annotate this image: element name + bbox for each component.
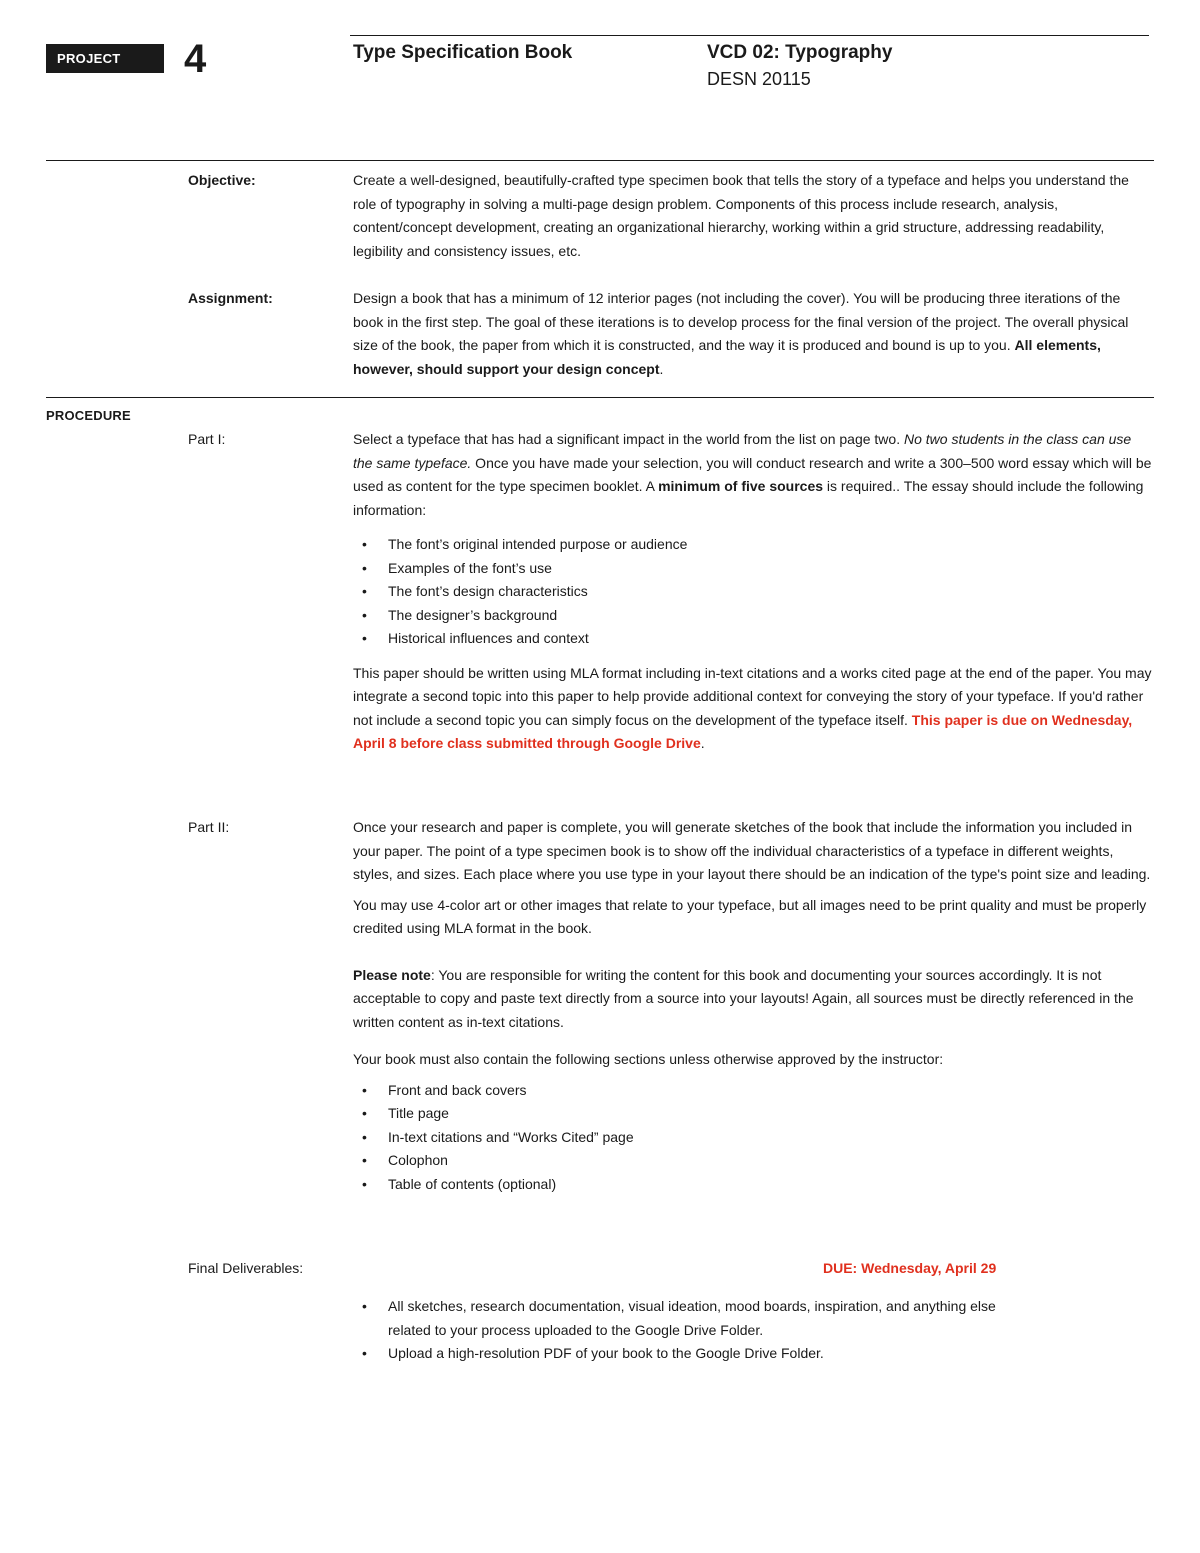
procedure-heading: PROCEDURE [46,408,131,423]
list-item: • Front and back covers [353,1079,1153,1103]
paper-due-notice: This paper is due on Wednesday, April 8 before class submitted through Google Drive [353,711,1133,751]
part2-sections-list [353,1079,1153,1197]
objective-label: Objective: [188,172,256,188]
list-item: • In-text citations and “Works Cited” page [353,1126,1153,1150]
part2-para2: You may use 4-color art or other images that relate to your typeface, but all images need to be print quality and must be properly credited using MLA format in the book. [353,896,1147,936]
assignment-label: Assignment: [188,290,273,306]
part1-label: Part I: [188,431,226,447]
objective-text: Create a well-designed, beautifully-crafted type specimen book that tells the story of a typeface and helps you understand the role of typography in solving a multi-page design problem. Components of this process include research, analysis, content/concept development, creating an organizational hierarchy, working within a grid structure, addressing readability, legibility and consistency issues, etc. [353,172,1129,259]
final-due-date: DUE: Wednesday, April 29 [823,1260,997,1276]
course-code: DESN 20115 [707,69,811,89]
list-item: • Title page [353,1102,1153,1126]
part2-para1: Once your research and paper is complete, you will generate sketches of the book that include the information you included in your paper. The point of a type specimen book is to show off the individual characteristics of a typeface in different weights, styles, and sizes. Each place where you use type in your layout there should be an indication of the type's point size and leading. [353,819,1151,882]
final-deliverables-label: Final Deliverables: [188,1260,304,1276]
part2-note: Please note: You are responsible for writing the content for this book and documenting your sources accordingly. It is not acceptable to copy and paste text directly from a source into your layouts! Again, all sources must be directly referenced in the written content as in-text citations. [353,966,1134,1030]
divider-top [46,160,1154,161]
header-rule [350,35,1149,36]
project-title: Type Specification Book [353,42,573,63]
project-number: 4 [184,37,207,81]
list-item: • Historical influences and context [353,627,1153,651]
list-item: • The font’s original intended purpose or audience [353,533,1153,557]
part1-content [353,428,1153,756]
list-item: • All sketches, research documentation, visual ideation, mood boards, inspiration, and anything else related to your process uploaded to the Google Drive Folder. [353,1295,1033,1342]
assignment-text: Design a book that has a minimum of 12 interior pages (not including the cover). You will be producing three iterations of the book in the first step. The goal of these iterations is to develop process for the final version of the project. The overall physical size of the book, the paper from which it is constructed, and the way it is produced and bound is up to you. All elements, however, should support your design concept. [353,290,1129,377]
final-deliverables-content [353,1295,1033,1366]
list-item: • Table of contents (optional) [353,1173,1153,1197]
part1-intro: Select a typeface that has had a significant impact in the world from the list on page two. No two students in the class can use the same typeface. Once you have made your selection, you will conduct research and write a 300–500 word essay which will be used as content for the type specimen booklet. A minimum of five sources is required.. The essay should include the following information: [353,431,1152,518]
list-item: • Examples of the font’s use [353,557,1153,581]
part2-content [353,816,1153,1196]
list-item: • The font’s design characteristics [353,580,1153,604]
part2-label: Part II: [188,819,230,835]
project-badge: PROJECT [46,44,164,73]
list-item: • The designer’s background [353,604,1153,628]
part2-sections-intro: Your book must also contain the following sections unless otherwise approved by the instructor: [353,1051,944,1067]
course-title: VCD 02: Typography [707,42,893,63]
list-item: • Upload a high-resolution PDF of your book to the Google Drive Folder. [353,1342,1033,1366]
final-deliverables-list [353,1295,1033,1366]
divider-procedure [46,397,1154,398]
list-item: • Colophon [353,1149,1153,1173]
part1-bullet-list [353,533,1153,651]
part1-paper-text: This paper should be written using MLA format including in-text citations and a works cited page at the end of the paper. You may integrate a second topic into this paper to help provide additional context for conveying the story of your typeface. If you'd rather not include a second topic you can simply focus on the development of the typeface itself. This paper is due on Wednesday, April 8 before class submitted through Google Drive. [353,664,1152,751]
